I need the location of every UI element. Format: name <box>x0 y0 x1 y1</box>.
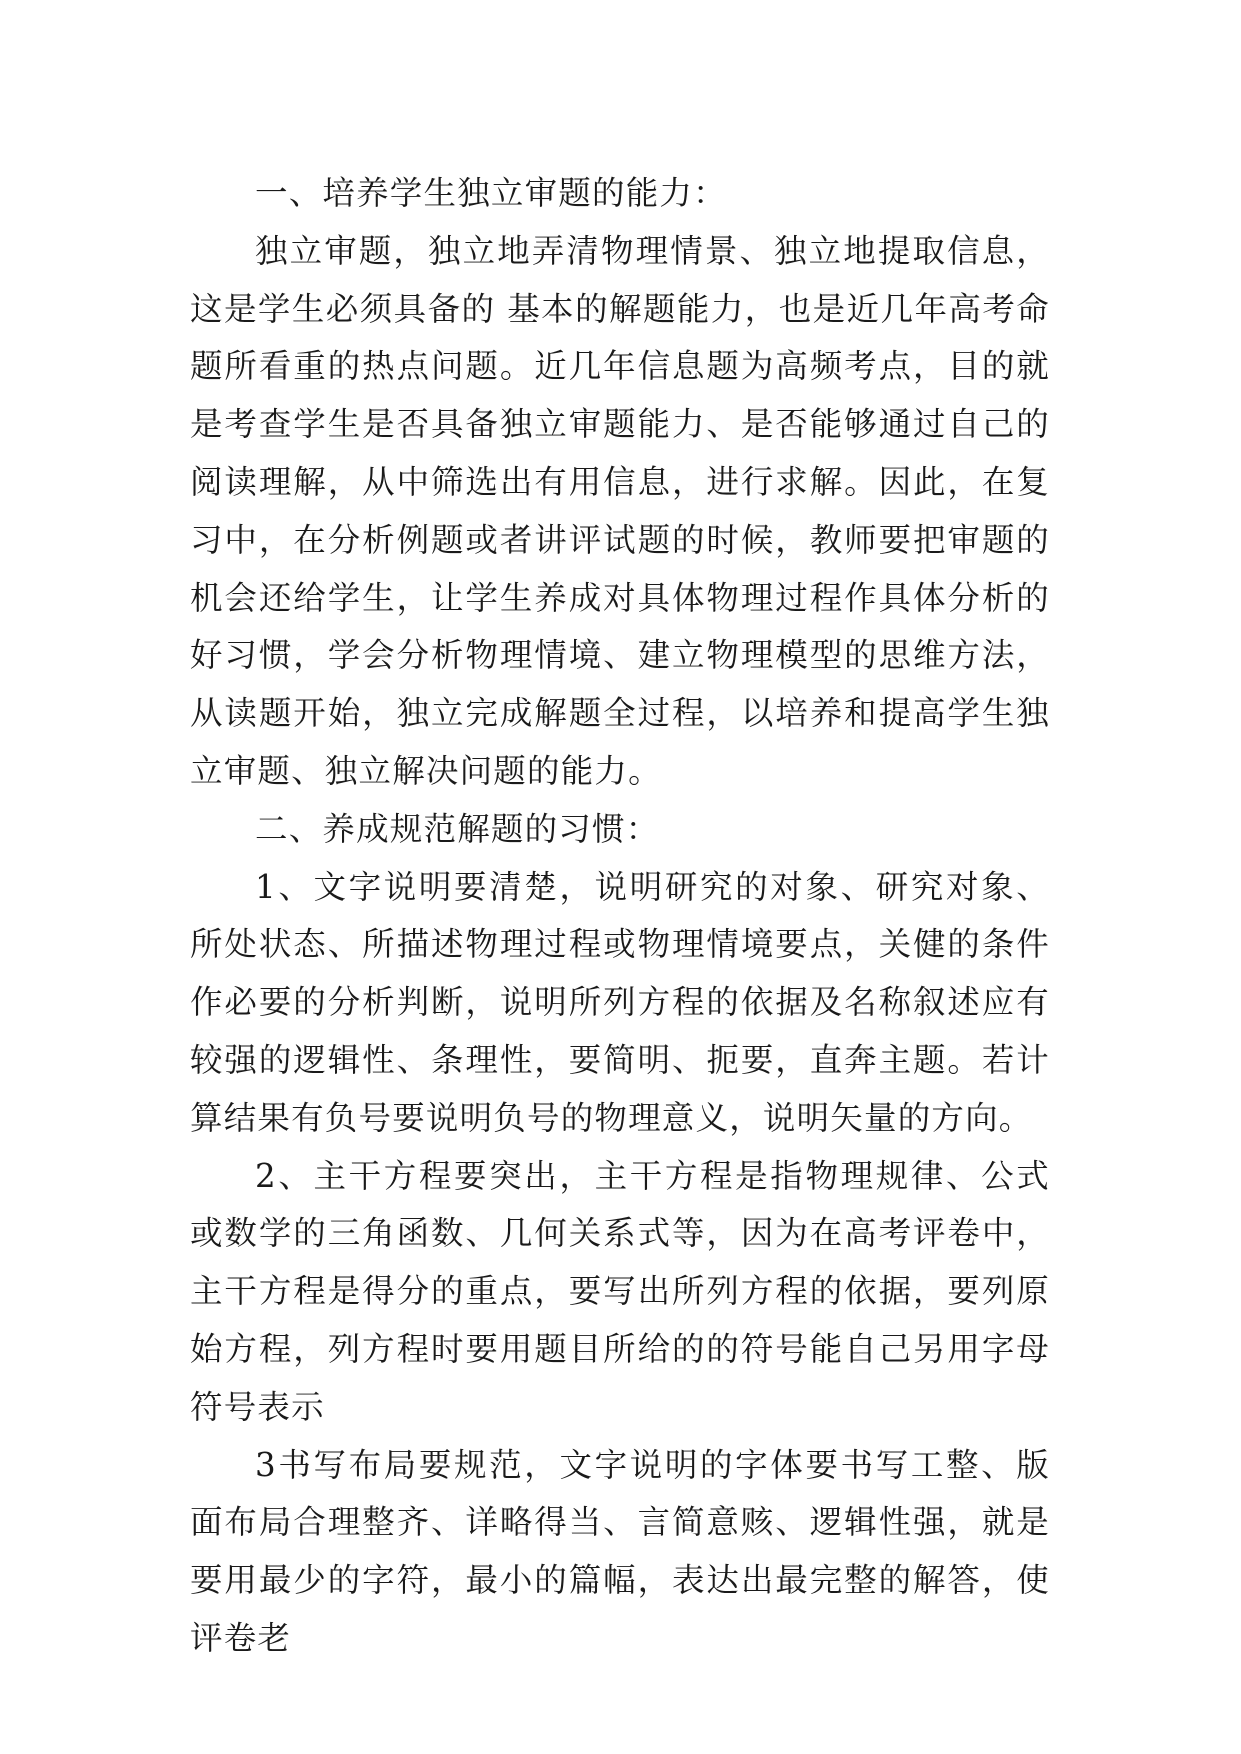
heading-standard-solving: 二、养成规范解题的习惯： <box>255 809 660 848</box>
paragraph-point-3: 3书写布局要规范，文字说明的字体要书写工整、版面布局合理整齐、详略得当、言简意赅、逻辑性强，就是要用最少的字符，最小的篇幅，表达出最完整的解答，使评卷老 <box>190 1445 1050 1657</box>
heading-independent-reading: 一、培养学生独立审题的能力： <box>255 174 727 212</box>
paragraph-independent-reading: 独立审题，独立地弄清物理情景、独立地提取信息，这是学生必须具备的 基本的解题能力，也是近几年高考命题所看重的热点问题。近几年信息题为高频考点，目的就是考查学生是否具备独立审题能力、是否能够通过自己的阅读理解，从中筛选出有用信息，进行求解。因此，在复习中，在分析例题或者讲评试题的时候，教师要把审题的机会还给学生，让学生养成对具体物理过程作具体分析的好习惯，学会分析物理情境、建立物理模型的思维方法，从读题开始，独立完成解题全过程，以培养和提高学生独立审题、独立解决问题的能力。 <box>190 231 1050 790</box>
document-body <box>190 165 1050 1668</box>
paragraph-point-1: 1、文字说明要清楚，说明研究的对象、研究对象、所处状态、所描述物理过程或物理情境要点，关健的条件作必要的分析判断，说明所列方程的依据及名称叙述应有较强的逻辑性、条理性，要简明、扼要，直奔主题。若计算结果有负号要说明负号的物理意义，说明矢量的方向。 <box>190 867 1050 1137</box>
paragraph-point-2: 2、主干方程要突出，主干方程是指物理规律、公式或数学的三角函数、几何关系式等，因为在高考评卷中，主干方程是得分的重点，要写出所列方程的依据，要列原始方程，列方程时要用题目所给的的符号能自己另用字母符号表示 <box>190 1156 1050 1426</box>
